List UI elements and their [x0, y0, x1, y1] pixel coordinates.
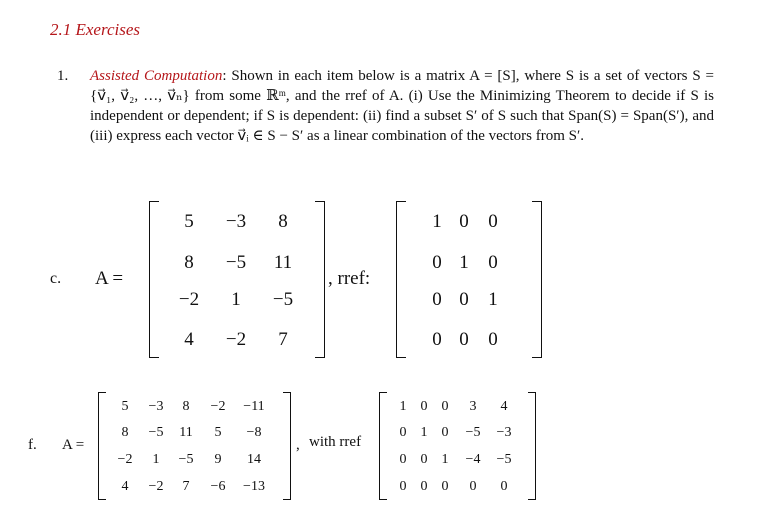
part-c-rref-cell: 0	[488, 329, 498, 350]
part-c-rref-cell: 0	[459, 211, 469, 232]
part-f-rref-cell: 4	[500, 399, 508, 414]
part-c-rref-cell: 0	[488, 252, 498, 273]
part-c-a-left-bracket	[149, 201, 159, 358]
part-f-rref-cell: −3	[496, 425, 512, 440]
part-c-a-cell: −5	[225, 252, 247, 273]
part-f-a-cell: −3	[148, 399, 164, 414]
part-f-rref-cell: 1	[399, 399, 407, 414]
part-f-a-cell: −11	[243, 399, 265, 414]
part-f-a-cell: 7	[182, 479, 190, 494]
part-c-a-cell: 1	[231, 289, 241, 310]
part-c-a-cell: 4	[184, 329, 194, 350]
part-c-label: c.	[50, 270, 62, 287]
part-c-rref-right-bracket	[532, 201, 542, 358]
part-c-rref-cell: 1	[488, 289, 498, 310]
part-f-a-right-bracket	[283, 392, 291, 500]
part-f-label: f.	[28, 437, 37, 453]
part-f-a-cell: 8	[182, 399, 190, 414]
part-f-rref-cell: 0	[420, 399, 428, 414]
part-c-separator: , rref:	[328, 268, 371, 289]
part-f-a-cell: −6	[210, 479, 226, 494]
part-c-rref-cell: 1	[459, 252, 469, 273]
part-f-rref-cell: 0	[469, 479, 477, 494]
part-f-a-cell: 1	[152, 452, 160, 467]
part-f-rref-cell: 0	[399, 452, 407, 467]
part-c-rref-cell: 0	[432, 252, 442, 273]
part-c-a-cell: −3	[225, 211, 247, 232]
part-f-a-cell: −2	[210, 399, 226, 414]
part-c-rref-cell: 1	[432, 211, 442, 232]
part-f-a-cell: −8	[246, 425, 262, 440]
part-c-a-cell: −2	[225, 329, 247, 350]
part-c-a-cell: 11	[273, 252, 293, 273]
part-f-rref-cell: 3	[469, 399, 477, 414]
part-f-rref-cell: 0	[441, 479, 449, 494]
part-f-a-cell: 8	[121, 425, 129, 440]
part-c-a-cell: −5	[272, 289, 294, 310]
part-f-rref-cell: 0	[441, 425, 449, 440]
part-c-a-cell: 7	[278, 329, 288, 350]
part-f-rref-cell: 0	[420, 452, 428, 467]
part-f-a-cell: −2	[148, 479, 164, 494]
part-f-rref-cell: 0	[420, 479, 428, 494]
exercise-text: : Shown in each item below is a matrix A = [S], where S is a set of vectors S = {v⃗₁, v⃗₂, …, v⃗ₙ} from some ℝᵐ, and the rref of A. (i) Use the Minimizing Theorem to decide if S is independent or dependent; if S is dependent: (ii) find a subset S′ of S such that Span(S) = Span(S′), and (iii) express each vector v⃗ᵢ ∈ S − S′ as a linear combination of the vectors from S′.	[90, 68, 714, 144]
part-f-a-cell: −5	[148, 425, 164, 440]
part-c-a-cell: 5	[184, 211, 194, 232]
part-f-rref-cell: 1	[441, 452, 449, 467]
part-f-a-cell: 11	[179, 425, 193, 440]
part-f-rref-cell: −5	[496, 452, 512, 467]
part-f-rref-cell: −5	[465, 425, 481, 440]
part-c-a-cell: 8	[278, 211, 288, 232]
section-title: 2.1 Exercises	[50, 20, 141, 39]
part-f-rref-cell: 0	[399, 425, 407, 440]
part-c-rref-cell: 0	[432, 289, 442, 310]
part-f-a-cell: 14	[247, 452, 261, 467]
part-f-rref-cell: 1	[420, 425, 428, 440]
part-f-rref-cell: −4	[465, 452, 481, 467]
part-f-a-cell: −2	[117, 452, 133, 467]
part-c-rref-cell: 0	[432, 329, 442, 350]
exercise-instructions	[90, 66, 714, 146]
exercise-lead: Assisted Computation	[90, 68, 223, 84]
part-c-a-cell: −2	[178, 289, 200, 310]
part-f-a-cell: 4	[121, 479, 129, 494]
part-f-a-cell: −13	[243, 479, 265, 494]
part-f-rref-right-bracket	[528, 392, 536, 500]
part-c-a-cell: 8	[184, 252, 194, 273]
part-c-a-right-bracket	[315, 201, 325, 358]
exercise-number: 1.	[57, 68, 69, 84]
part-f-matrix-name: A =	[62, 437, 85, 453]
part-f-rref-cell: 0	[441, 399, 449, 414]
part-c-rref-cell: 0	[488, 211, 498, 232]
part-f-rref-left-bracket	[379, 392, 387, 500]
part-f-a-cell: 5	[121, 399, 129, 414]
part-c-rref-cell: 0	[459, 289, 469, 310]
part-c-rref-cell: 0	[459, 329, 469, 350]
part-f-a-cell: 5	[214, 425, 222, 440]
part-f-with-rref: with rref	[309, 434, 362, 450]
part-c-rref-left-bracket	[396, 201, 406, 358]
part-f-separator: ,	[296, 437, 300, 453]
part-f-a-cell: −5	[178, 452, 194, 467]
part-f-a-cell: 9	[214, 452, 222, 467]
part-f-rref-cell: 0	[399, 479, 407, 494]
part-c-matrix-name: A =	[95, 268, 124, 289]
part-f-rref-cell: 0	[500, 479, 508, 494]
part-f-a-left-bracket	[98, 392, 106, 500]
